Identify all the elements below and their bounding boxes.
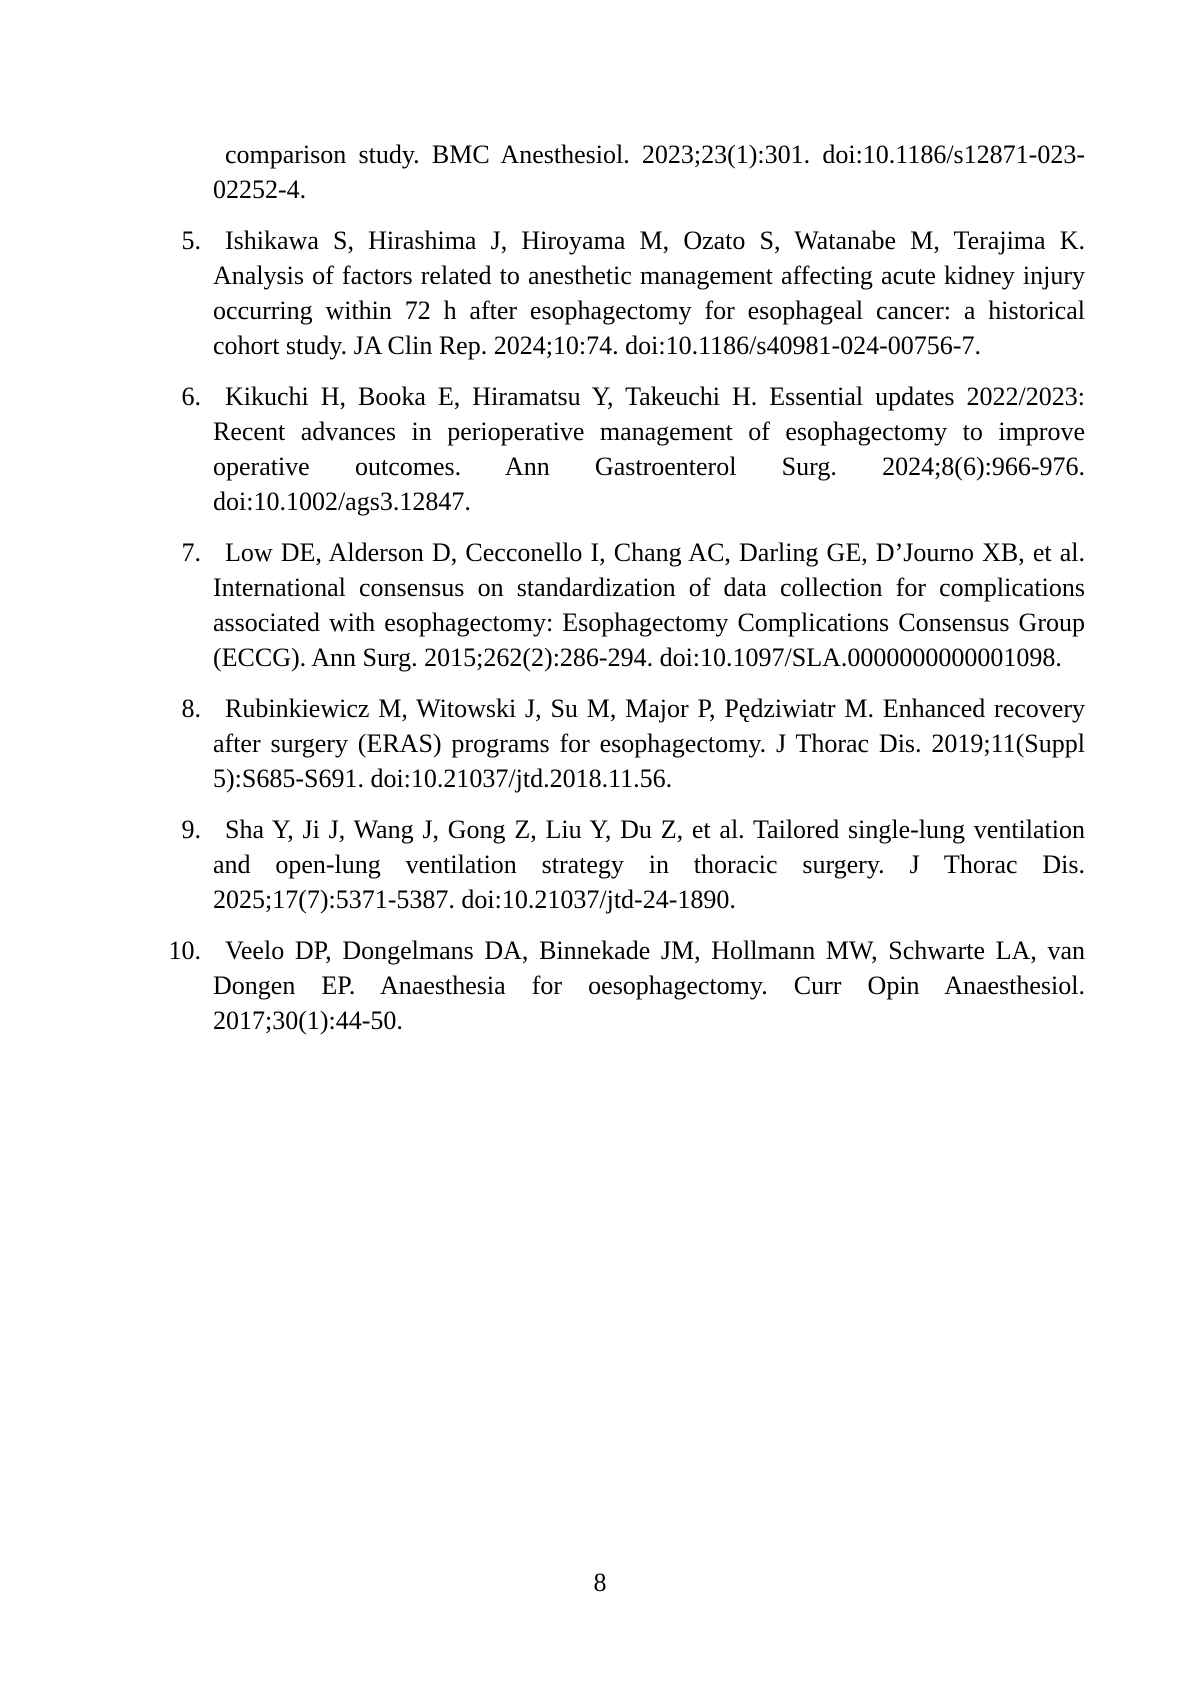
reference-list <box>168 137 1085 1054</box>
reference-item <box>181 812 1085 917</box>
reference-number: 10. <box>168 936 201 965</box>
page-number: 8 <box>593 1568 607 1597</box>
reference-text: Kikuchi H, Booka E, Hiramatsu Y, Takeuchi H. Essential updates 2022/2023: Recent advances in perioperative management of esophagectomy to improve operative outcomes. Ann Gastroenterol Surg. 2024;8(6):966-976. doi:10.1002/ags3.12847. <box>213 382 1085 516</box>
reference-number: 8. <box>181 694 201 723</box>
reference-number: 6. <box>181 382 201 411</box>
reference-item <box>181 379 1085 519</box>
reference-item <box>181 223 1085 363</box>
reference-item <box>168 933 1085 1038</box>
reference-text: Veelo DP, Dongelmans DA, Binnekade JM, Hollmann MW, Schwarte LA, van Dongen EP. Anaesthesia for oesophagectomy. Curr Opin Anaesthesiol. 2017;30(1):44-50. <box>213 936 1085 1035</box>
reference-text: Sha Y, Ji J, Wang J, Gong Z, Liu Y, Du Z, et al. Tailored single-lung ventilation and open-lung ventilation strategy in thoracic surgery. J Thorac Dis. 2025;17(7):5371-5387. doi:10.21037/jtd-24-1890. <box>213 815 1085 914</box>
reference-continuation <box>213 137 1085 207</box>
reference-number: 5. <box>181 226 201 255</box>
reference-text: Low DE, Alderson D, Cecconello I, Chang AC, Darling GE, D’Journo XB, et al. International consensus on standardization of data collection for complications associated with esophagectomy: Esophagectomy Complications Consensus Group (ECCG). Ann Surg. 2015;262(2):286-294. doi:10.1097/SLA.0000000000001098. <box>213 538 1085 672</box>
reference-text: comparison study. BMC Anesthesiol. 2023;23(1):301. doi:10.1186/s12871-023-02252-4. <box>213 140 1085 204</box>
reference-text: Ishikawa S, Hirashima J, Hiroyama M, Ozato S, Watanabe M, Terajima K. Analysis of factors related to anesthetic management affecting acute kidney injury occurring within 72 h after esophagectomy for esophageal cancer: a historical cohort study. JA Clin Rep. 2024;10:74. doi:10.1186/s40981-024-00756-7. <box>213 226 1085 360</box>
reference-number: 9. <box>181 815 201 844</box>
reference-text: Rubinkiewicz M, Witowski J, Su M, Major P, Pędziwiatr M. Enhanced recovery after surgery (ERAS) programs for esophagectomy. J Thorac Dis. 2019;11(Suppl 5):S685-S691. doi:10.21037/jtd.2018.11.56. <box>213 694 1085 793</box>
reference-number: 7. <box>181 538 201 567</box>
reference-item <box>181 691 1085 796</box>
reference-item <box>181 535 1085 675</box>
